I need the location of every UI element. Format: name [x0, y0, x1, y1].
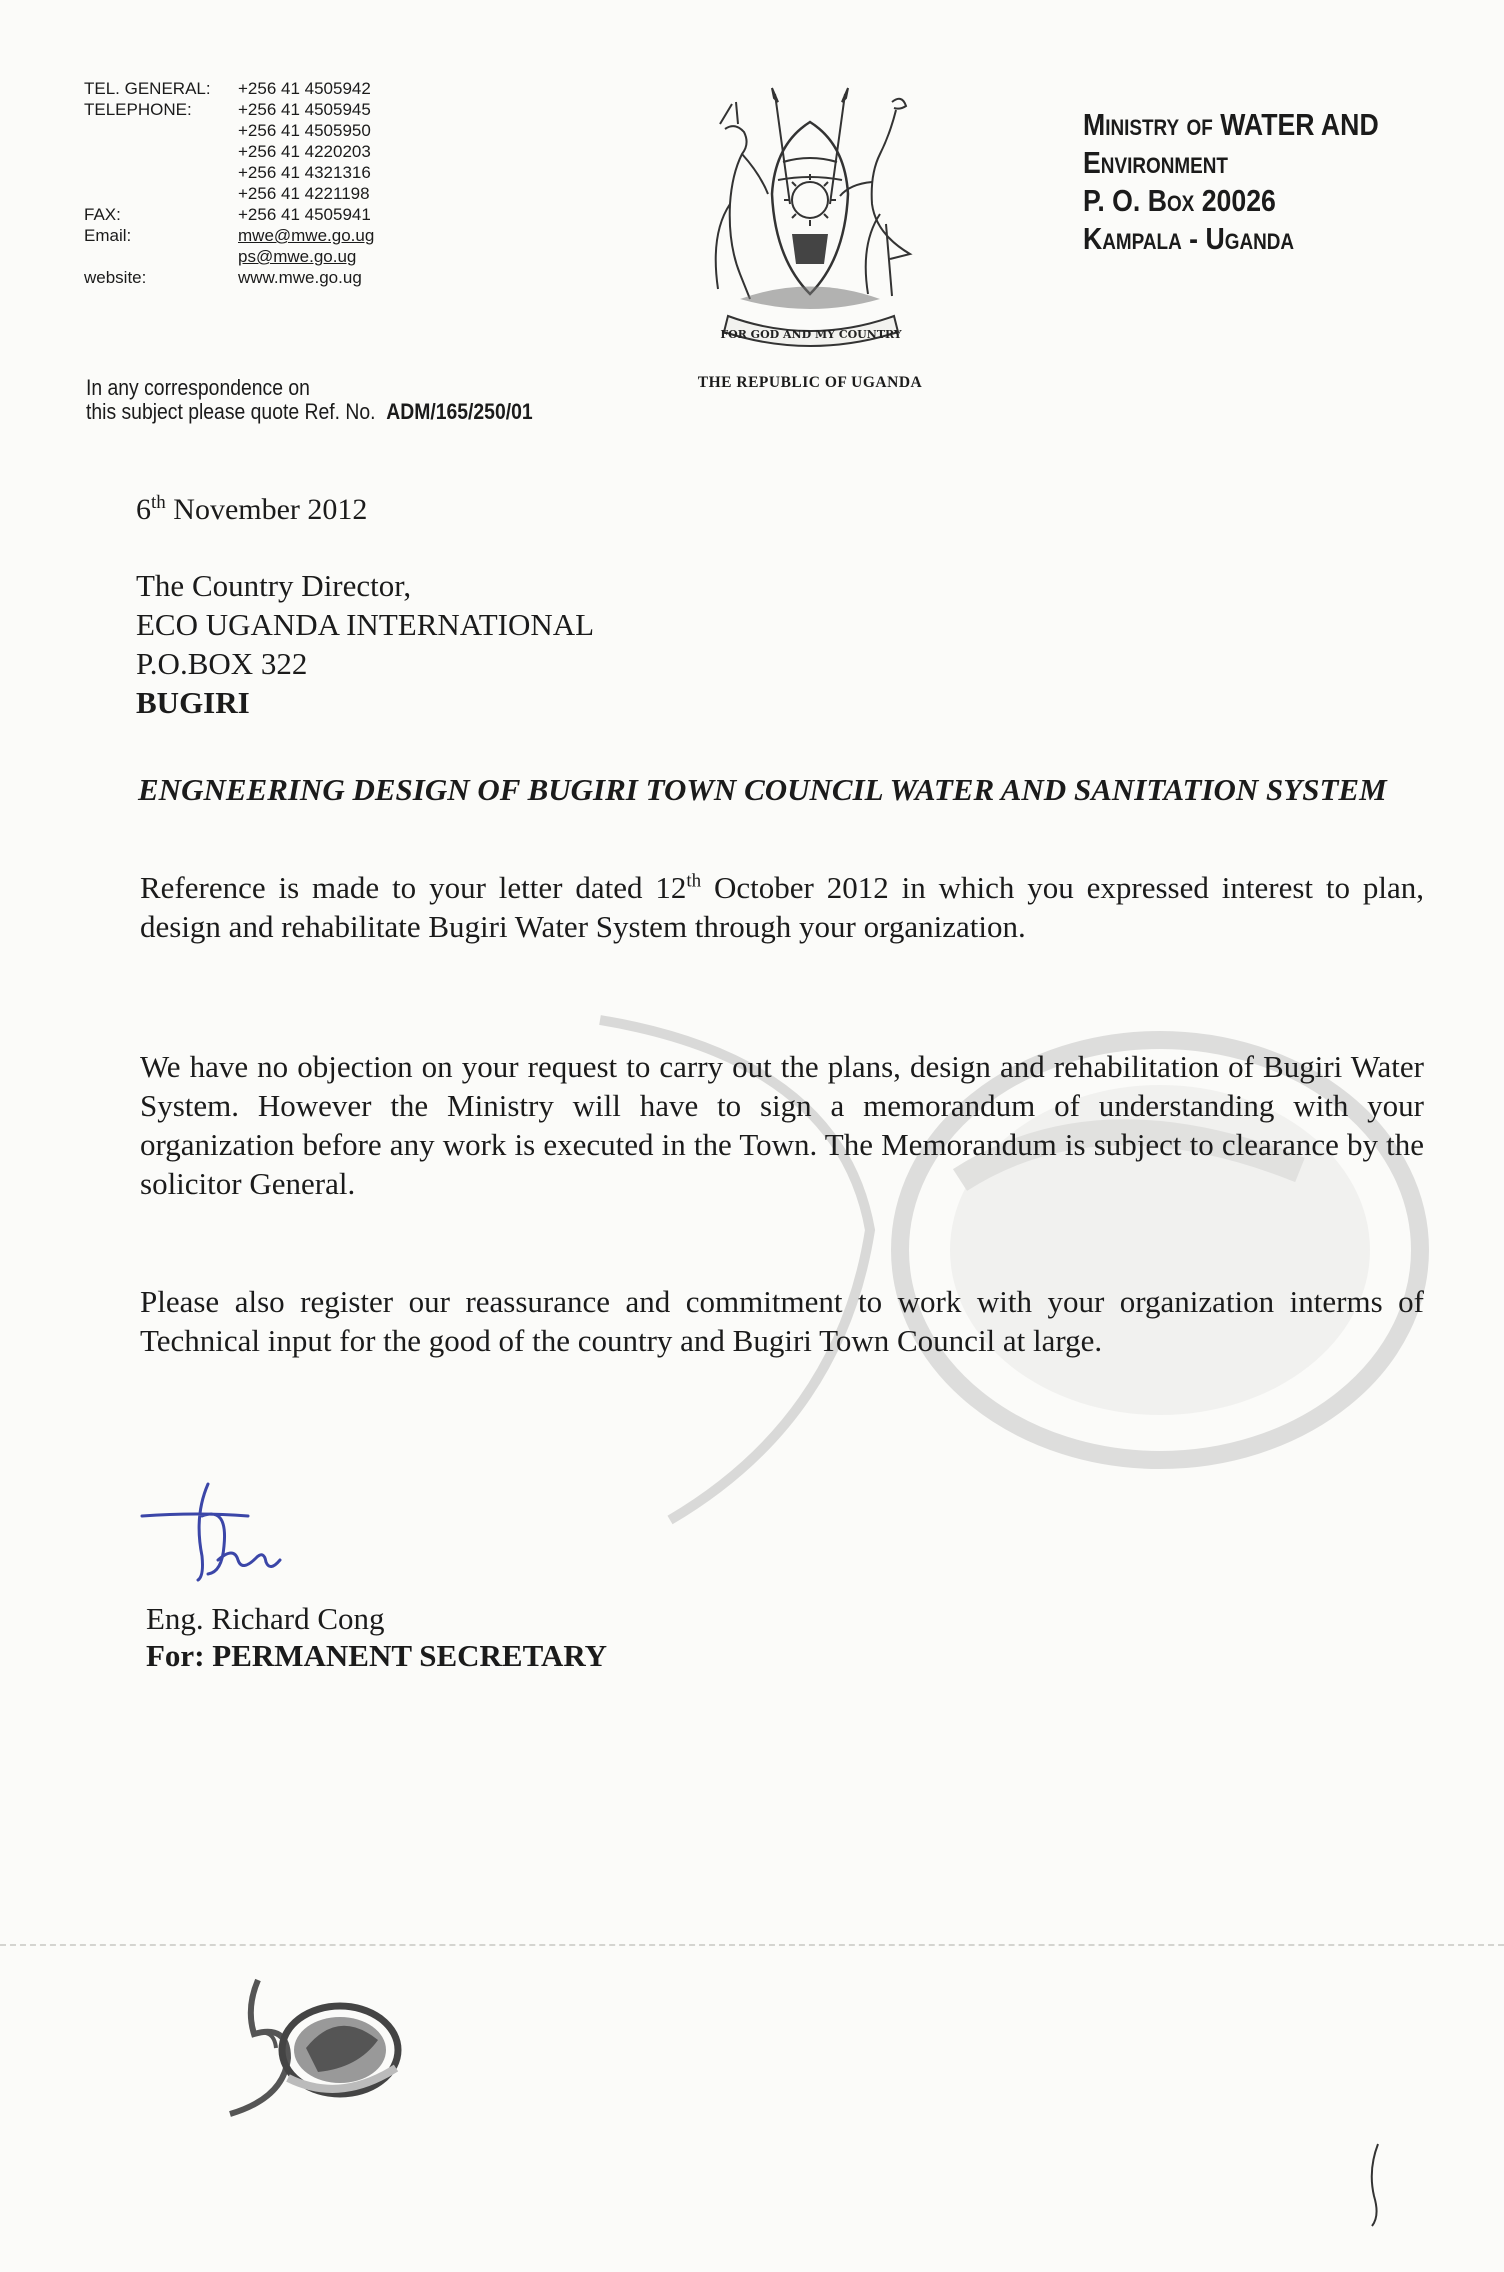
paragraph-commitment: Please also register our reassurance and commitment to work with your organization interms of Technical input for the good of the country and Bugiri Town Council at large.: [140, 1284, 1424, 1358]
fax-label: FAX:: [84, 205, 121, 224]
phone-number: +256 41 4505942: [238, 79, 371, 98]
email-label: Email:: [84, 226, 132, 245]
recipient-town: BUGIRI: [136, 685, 250, 720]
ministry-po-box: P. O. Box 20026: [1083, 183, 1276, 218]
signer-title: For: PERMANENT SECRETARY: [146, 1638, 608, 1673]
signer-name: Eng. Richard Cong: [146, 1601, 385, 1636]
reference-number: ADM/165/250/01: [386, 399, 533, 424]
ministry-city: Kampala - Uganda: [1083, 221, 1295, 256]
paper-fold-line: [0, 1944, 1504, 1946]
correspondence-line: this subject please quote Ref. No.: [86, 399, 376, 424]
correspondence-line: In any correspondence on: [86, 375, 310, 400]
letter-date: 6th November 2012: [136, 492, 368, 526]
contact-block: [84, 78, 424, 288]
website-label: website:: [84, 268, 147, 287]
website-text: www.mwe.go.ug: [238, 268, 362, 287]
paragraph-reference: Reference is made to your letter dated 12th October 2012 in which you expressed interest to plan, design and rehabilitate Bugiri Water System through your organization.: [140, 870, 1424, 944]
phone-number: +256 41 4220203: [238, 142, 371, 161]
phone-number: +256 41 4505945: [238, 100, 371, 119]
crest-motto: FOR GOD AND MY COUNTRY: [720, 328, 902, 341]
paragraph-no-objection: We have no objection on your request to carry out the plans, design and rehabilitation of Bugiri Water System. However the Ministry will have to sign a memorandum of understanding with your organization before any work is executed in the Town. The Memorandum is subject to clearance by the solicitor General.: [140, 1049, 1424, 1201]
email-link[interactable]: mwe@mwe.go.ug: [238, 226, 375, 245]
ministry-name-line: Environment: [1083, 145, 1228, 180]
ministry-address: [1083, 106, 1379, 258]
telephone-label: TELEPHONE:: [84, 100, 192, 119]
signatory: [146, 1600, 607, 1674]
phone-number: +256 41 4505950: [238, 121, 371, 140]
tel-general-label: TEL. GENERAL:: [84, 79, 211, 98]
jubilee-50-logo-icon: [218, 1968, 408, 2118]
recipient-line: ECO UGANDA INTERNATIONAL: [136, 607, 595, 642]
recipient-line: The Country Director,: [136, 568, 412, 603]
ministry-name-line: Ministry of WATER AND: [1083, 107, 1379, 142]
fax-number: +256 41 4505941: [238, 205, 371, 224]
email-link[interactable]: ps@mwe.go.ug: [238, 247, 357, 266]
handwritten-signature: [138, 1476, 298, 1596]
letter-subject: ENGNEERING DESIGN OF BUGIRI TOWN COUNCIL WATER AND SANITATION SYSTEM: [138, 772, 1387, 807]
coat-of-arms-icon: [680, 84, 940, 364]
phone-number: +256 41 4321316: [238, 163, 371, 182]
margin-mark: [1360, 2140, 1390, 2230]
recipient-address: [136, 566, 594, 722]
correspondence-note: [86, 376, 533, 424]
recipient-line: P.O.BOX 322: [136, 646, 308, 681]
republic-caption: THE REPUBLIC OF UGANDA: [697, 374, 923, 391]
phone-number: +256 41 4221198: [238, 184, 370, 203]
